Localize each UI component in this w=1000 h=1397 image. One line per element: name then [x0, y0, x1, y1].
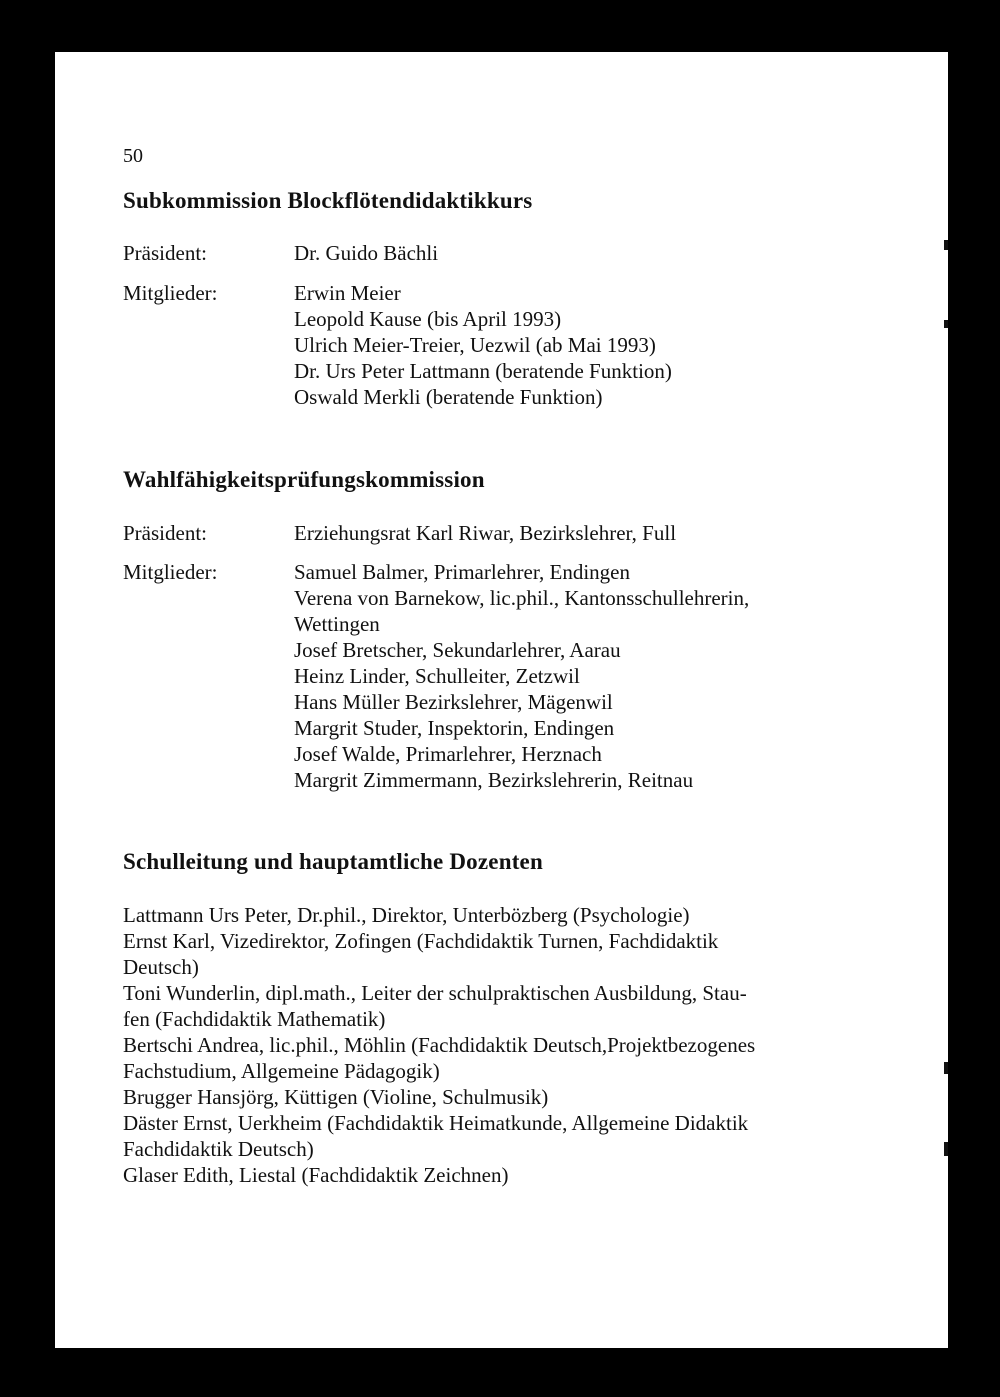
staff-line: Brugger Hansjörg, Küttigen (Violine, Schulmusik): [123, 1085, 549, 1109]
staff-line: Fachstudium, Allgemeine Pädagogik): [123, 1059, 440, 1083]
member-item: Heinz Linder, Schulleiter, Zetzwil: [294, 664, 580, 688]
president-name: Dr. Guido Bächli: [294, 241, 439, 265]
member-item: Josef Walde, Primarlehrer, Herznach: [294, 742, 602, 766]
staff-line: Toni Wunderlin, dipl.math., Leiter der schulpraktischen Ausbildung, Stau-: [123, 981, 747, 1005]
section-title-schulleitung: Schulleitung und hauptamtliche Dozenten: [123, 849, 543, 874]
staff-list: [123, 902, 843, 1188]
member-item: Verena von Barnekow, lic.phil., Kantonsschullehrerin,: [294, 586, 750, 610]
member-item: Wettingen: [294, 612, 380, 636]
member-item: Leopold Kause (bis April 1993): [294, 307, 562, 331]
staff-line: Fachdidaktik Deutsch): [123, 1137, 314, 1161]
staff-line: fen (Fachdidaktik Mathematik): [123, 1007, 386, 1031]
section-title-blockfloetendidaktikkurs: Subkommission Blockflötendidaktikkurs: [123, 188, 533, 213]
members-label: Mitglieder:: [123, 281, 218, 305]
staff-line: Glaser Edith, Liestal (Fachdidaktik Zeichnen): [123, 1163, 509, 1187]
member-item: Dr. Urs Peter Lattmann (beratende Funktion): [294, 359, 672, 383]
staff-line: Deutsch): [123, 955, 199, 979]
page-number: 50: [123, 145, 143, 167]
member-item: Margrit Zimmermann, Bezirkslehrerin, Reitnau: [294, 768, 694, 792]
member-item: Josef Bretscher, Sekundarlehrer, Aarau: [294, 638, 621, 662]
scan-edge-mark: [944, 240, 948, 250]
staff-line: Lattmann Urs Peter, Dr.phil., Direktor, Unterbözberg (Psychologie): [123, 903, 690, 927]
member-item: Hans Müller Bezirkslehrer, Mägenwil: [294, 690, 613, 714]
president-label: Präsident:: [123, 521, 207, 545]
scan-edge-mark: [944, 320, 948, 328]
president-label: Präsident:: [123, 241, 207, 265]
staff-line: Ernst Karl, Vizedirektor, Zofingen (Fachdidaktik Turnen, Fachdidaktik: [123, 929, 719, 953]
document-page: [55, 52, 948, 1348]
member-item: Oswald Merkli (beratende Funktion): [294, 385, 603, 409]
members-label: Mitglieder:: [123, 560, 218, 584]
president-value: [294, 240, 894, 266]
section-title-wahlfaehigkeitspruefungskommission: Wahlfähigkeitsprüfungskommission: [123, 467, 485, 492]
member-item: Erwin Meier: [294, 281, 401, 305]
scan-edge-mark: [944, 1142, 948, 1156]
members-list: [294, 280, 894, 410]
members-list: [294, 559, 894, 793]
member-item: Ulrich Meier-Treier, Uezwil (ab Mai 1993): [294, 333, 656, 357]
president-value: [294, 520, 894, 546]
president-name: Erziehungsrat Karl Riwar, Bezirkslehrer, Full: [294, 521, 677, 545]
member-item: Samuel Balmer, Primarlehrer, Endingen: [294, 560, 630, 584]
scan-edge-mark: [944, 1062, 948, 1074]
member-item: Margrit Studer, Inspektorin, Endingen: [294, 716, 615, 740]
staff-line: Däster Ernst, Uerkheim (Fachdidaktik Heimatkunde, Allgemeine Didaktik: [123, 1111, 749, 1135]
staff-line: Bertschi Andrea, lic.phil., Möhlin (Fachdidaktik Deutsch,Projektbezogenes: [123, 1033, 756, 1057]
